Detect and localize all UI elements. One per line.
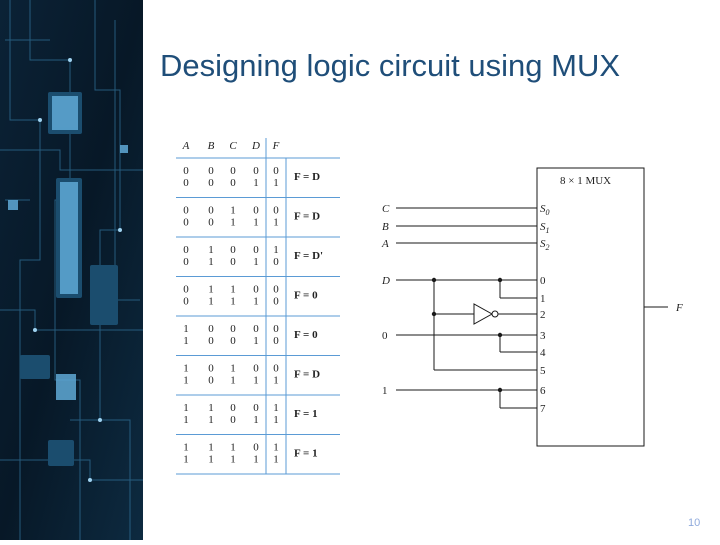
table-cell: 1	[208, 402, 214, 414]
table-cell: 1	[273, 453, 279, 466]
not-gate-icon	[474, 304, 492, 324]
table-cell: 0	[273, 256, 279, 268]
table-result: F = 1	[294, 447, 318, 460]
source-label-d: D	[382, 275, 390, 287]
table-cell: 0	[230, 335, 236, 347]
table-cell: 1	[253, 414, 259, 426]
select-pin-s2: $S_2$	[540, 238, 550, 252]
page-number: 10	[688, 517, 701, 529]
source-label-one: 1	[382, 385, 388, 397]
mux-circuit-diagram	[372, 162, 692, 454]
table-cell: 1	[183, 441, 189, 454]
table-cell: 1	[183, 453, 189, 466]
table-cell: 0	[253, 244, 259, 256]
table-cell: 1	[253, 216, 259, 229]
table-header-c: C	[229, 140, 237, 152]
table-cell: 1	[273, 374, 279, 387]
table-result: F = D	[294, 171, 321, 183]
table-cell: 1	[183, 402, 189, 414]
table-cell: 0	[208, 204, 214, 217]
mux-label: 8 × 1 MUX	[560, 175, 612, 187]
table-cell: 0	[253, 283, 259, 296]
table-cell: 1	[273, 244, 279, 256]
table-cell: 1	[253, 177, 259, 189]
table-cell: 0	[230, 244, 236, 256]
decorative-sidebar	[0, 0, 143, 540]
table-cell: 0	[273, 323, 279, 335]
table-cell: 0	[273, 335, 279, 347]
table-cell: 0	[273, 362, 279, 375]
table-cell: 1	[253, 256, 259, 268]
junction-dot-icon	[432, 312, 436, 316]
table-cell: 0	[253, 402, 259, 414]
junction-dot-icon	[498, 388, 502, 392]
table-cell: 0	[183, 256, 189, 268]
table-cell: 1	[230, 283, 236, 296]
table-cell: 0	[253, 362, 259, 375]
table-cell: 1	[208, 244, 214, 256]
data-pin-1: 1	[540, 293, 546, 305]
table-cell: 1	[208, 441, 214, 454]
table-cell: 0	[253, 204, 259, 217]
table-cell: 1	[183, 362, 189, 375]
table-cell: 0	[230, 177, 236, 189]
data-pin-5: 5	[540, 365, 546, 377]
slide-title: Designing logic circuit using MUX	[160, 48, 621, 83]
table-cell: 0	[230, 414, 236, 426]
select-signal-b: B	[382, 221, 389, 233]
table-cell: 0	[208, 362, 214, 375]
table-cell: 0	[183, 244, 189, 256]
source-label-zero: 0	[382, 330, 388, 342]
table-cell: 1	[230, 216, 236, 229]
junction-dot-icon	[432, 278, 436, 282]
select-pin-s0: $S_0$	[540, 203, 550, 217]
table-cell: 0	[183, 216, 189, 229]
table-cell: 1	[183, 414, 189, 426]
table-result: F = 0	[294, 289, 318, 302]
table-result: F = 0	[294, 329, 318, 341]
select-signal-c: C	[382, 203, 390, 215]
table-cell: 1	[273, 441, 279, 454]
data-pin-0: 0	[540, 275, 546, 287]
table-cell: 1	[230, 441, 236, 454]
data-pin-2: 2	[540, 309, 546, 321]
circuit-board-image	[0, 0, 143, 540]
table-cell: 1	[208, 453, 214, 466]
data-pin-6: 6	[540, 385, 546, 397]
select-pin-s1: $S_1$	[540, 221, 550, 235]
table-result: F = D'	[294, 250, 324, 262]
table-cell: 0	[208, 335, 214, 347]
table-cell: 0	[208, 165, 214, 177]
data-pin-7: 7	[540, 403, 546, 415]
table-header-b: B	[207, 140, 215, 152]
junction-dot-icon	[498, 278, 502, 282]
mux-block	[537, 168, 644, 446]
table-cell: 1	[273, 414, 279, 426]
inverter-bubble	[492, 311, 498, 317]
table-cell: 1	[183, 323, 189, 335]
data-pin-3: 3	[540, 330, 546, 342]
data-pin-4: 4	[540, 347, 546, 359]
table-result: F = D	[294, 368, 321, 381]
table-cell: 1	[208, 283, 214, 296]
table-cell: 1	[253, 335, 259, 347]
junction-dot-icon	[498, 333, 502, 337]
truth-table	[172, 136, 344, 478]
table-cell: 0	[273, 295, 279, 308]
table-cell: 0	[183, 177, 189, 189]
table-cell: 0	[183, 295, 189, 308]
table-cell: 1	[273, 216, 279, 229]
table-cell: 0	[208, 177, 214, 189]
table-result: F = 1	[294, 408, 318, 420]
table-header-d: D	[252, 140, 260, 152]
table-cell: 0	[208, 323, 214, 335]
table-cell: 1	[183, 374, 189, 387]
table-cell: 0	[230, 256, 236, 268]
table-cell: 0	[273, 204, 279, 217]
output-label-f: F	[676, 302, 683, 314]
table-header-f: F	[272, 140, 280, 152]
table-cell: 1	[253, 453, 259, 466]
table-cell: 0	[208, 374, 214, 387]
table-cell: 1	[230, 362, 236, 375]
table-cell: 0	[183, 165, 189, 177]
table-cell: 1	[230, 374, 236, 387]
table-cell: 0	[273, 165, 279, 177]
table-cell: 1	[230, 295, 236, 308]
table-cell: 0	[230, 402, 236, 414]
table-cell: 1	[253, 295, 259, 308]
table-cell: 0	[253, 441, 259, 454]
table-cell: 0	[230, 323, 236, 335]
table-cell: 1	[273, 177, 279, 189]
table-cell: 0	[253, 165, 259, 177]
table-cell: 1	[253, 374, 259, 387]
table-cell: 1	[183, 335, 189, 347]
table-cell: 1	[273, 402, 279, 414]
table-cell: 1	[230, 453, 236, 466]
table-cell: 0	[208, 216, 214, 229]
table-header-a: A	[182, 140, 190, 152]
table-cell: 0	[183, 204, 189, 217]
table-cell: 1	[208, 256, 214, 268]
select-signal-a: A	[382, 238, 389, 250]
table-cell: 1	[208, 295, 214, 308]
table-cell: 0	[273, 283, 279, 296]
table-cell: 0	[230, 165, 236, 177]
table-cell: 1	[230, 204, 236, 217]
table-cell: 0	[183, 283, 189, 296]
table-result: F = D	[294, 210, 321, 223]
table-cell: 1	[208, 414, 214, 426]
table-cell: 0	[253, 323, 259, 335]
